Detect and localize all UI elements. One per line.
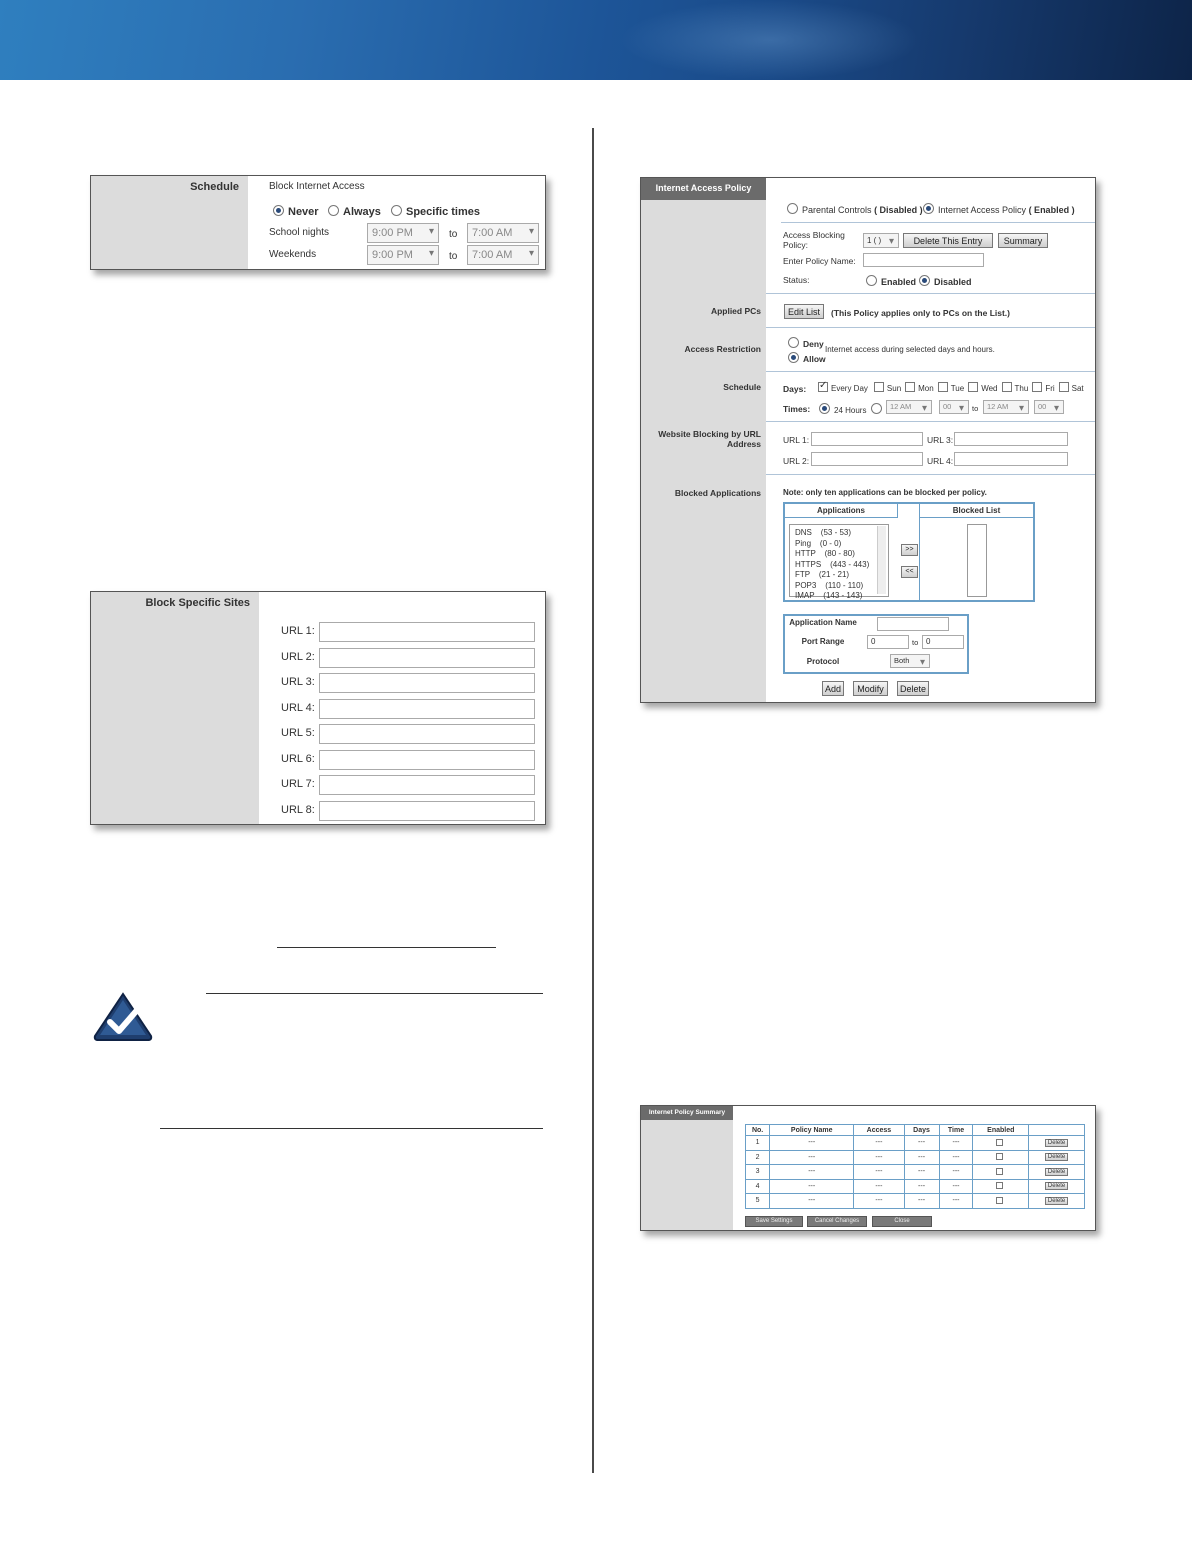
min-to-select[interactable]: 00 ▾ [1034,400,1064,414]
iap-screenshot [640,177,1096,703]
day-label: Wed [981,384,998,393]
block-sites-screenshot [90,591,546,825]
radio-never-label: Never [288,206,319,218]
day-option[interactable] [1032,384,1054,393]
row-delete-button[interactable]: Delete [1045,1182,1068,1190]
column-divider [592,128,594,1473]
delete-cell [1029,1136,1085,1151]
status-label: Status: [783,275,810,285]
summary-cell: --- [939,1136,973,1151]
summary-header: Internet Policy Summary [641,1106,733,1120]
summary-cell: --- [770,1136,854,1151]
summary-cell: --- [854,1194,904,1209]
day-option[interactable] [938,384,965,393]
summary-cell: --- [770,1165,854,1180]
summary-cell: --- [939,1194,973,1209]
day-checkbox[interactable] [874,382,884,392]
row-delete-button[interactable]: Delete [1045,1197,1068,1205]
summary-table [745,1124,1085,1209]
applied-note: (This Policy applies only to PCs on the List.) [831,308,1010,318]
iap-url4-label: URL 4: [927,456,954,466]
url-input[interactable] [319,648,535,668]
parental-disabled-tag: ( Disabled ) [874,205,923,215]
iap-divider [766,421,1096,422]
table-row [746,1179,1085,1194]
radio-always-dot[interactable] [328,205,339,216]
schedule-screenshot [90,175,546,270]
close-button[interactable]: Close [872,1216,932,1227]
table-row [746,1150,1085,1165]
summary-cell: --- [904,1136,939,1151]
applications-scrollbar[interactable] [877,526,886,594]
summary-cell: --- [904,1179,939,1194]
parental-controls-radio[interactable] [787,203,798,214]
day-label: Fri [1045,384,1055,393]
add-app-button[interactable]: >> [901,544,918,556]
time-to-select[interactable]: 12 AM ▾ [983,400,1029,414]
note-rule-upper [206,993,543,994]
edit-list-button[interactable]: Edit List [784,304,824,319]
status-disabled-label: Disabled [934,277,972,287]
summary-cell: --- [770,1179,854,1194]
note-rule-top [277,947,496,948]
status-enabled-label: Enabled [881,277,917,287]
day-label: Tue [950,384,965,393]
summary-cell: --- [939,1165,973,1180]
custom-time-option[interactable] [871,403,886,415]
delete-cell [1029,1179,1085,1194]
day-checkbox[interactable] [968,382,978,392]
day-option[interactable] [874,384,901,393]
summary-column-header: No. [746,1125,770,1136]
enabled-cell [973,1179,1029,1194]
enabled-cell [973,1165,1029,1180]
day-option[interactable] [818,384,868,393]
summary-cell: --- [904,1194,939,1209]
summary-column-header: Access [854,1125,904,1136]
iap-url4-input[interactable] [954,452,1068,466]
summary-column-header: Time [939,1125,973,1136]
enabled-checkbox[interactable] [996,1153,1003,1160]
block-sites-label: Block Specific Sites [145,597,250,609]
min-from-select[interactable]: 00 ▾ [939,400,969,414]
weekends-from-select[interactable]: 9:00 PM ▾ [367,245,439,265]
applications-listbox[interactable] [789,524,889,600]
port-to-input[interactable]: 0 [922,635,964,649]
day-option[interactable] [968,384,997,393]
enabled-checkbox[interactable] [996,1168,1003,1175]
summary-cell: --- [854,1179,904,1194]
url-label: URL 7: [281,778,315,790]
url-input[interactable] [319,750,535,770]
iap-divider [766,474,1096,475]
day-label: Every Day [831,384,868,393]
status-disabled-radio[interactable] [919,275,930,286]
iap-divider [766,293,1096,294]
summary-cell: --- [904,1165,939,1180]
delete-cell [1029,1150,1085,1165]
application-option[interactable]: HTTP (80 - 80) [795,549,855,558]
modify-button[interactable]: Modify [853,681,888,696]
table-row [746,1136,1085,1151]
weekends-to: to [449,251,458,262]
remove-app-button[interactable]: << [901,566,918,578]
apps-note: Note: only ten applications can be blocked per policy. [783,488,987,497]
url-label: URL 3: [281,676,315,688]
delete-cell [1029,1165,1085,1180]
block-internet-title: Block Internet Access [269,181,365,192]
day-checkbox[interactable] [905,382,915,392]
row-delete-button[interactable]: Delete [1045,1153,1068,1161]
weekends-to-select[interactable]: 7:00 AM ▾ [467,245,539,265]
url-label: URL 8: [281,803,315,816]
app-name-label: Application Name [789,618,857,627]
radio-specific-dot[interactable] [391,205,402,216]
day-label: Thu [1014,384,1029,393]
day-checkbox[interactable] [1002,382,1012,392]
table-row [746,1165,1085,1180]
deny-radio[interactable] [788,337,799,348]
application-option[interactable]: Ping (0 - 0) [795,538,842,548]
blocked-list-header: Blocked List [920,504,1033,518]
day-label: Sat [1071,384,1084,393]
url-input[interactable] [319,622,535,642]
summary-cell: 4 [746,1179,770,1194]
applications-table [783,502,1035,602]
status-disabled-option[interactable] [919,275,972,287]
delete-cell [1029,1194,1085,1209]
app-name-input[interactable] [877,617,949,631]
url-input[interactable] [319,699,535,719]
policy-select[interactable]: 1 ( ) ▾ [863,233,899,248]
enabled-checkbox[interactable] [996,1197,1003,1204]
day-option[interactable] [1002,384,1029,393]
summary-column-header [1029,1125,1085,1136]
parental-controls-option[interactable] [787,203,923,215]
hours24-label: 24 Hours [834,406,867,415]
url-input[interactable] [319,673,535,693]
day-checkbox[interactable] [818,382,828,392]
application-form [783,614,969,674]
parental-controls-label: Parental Controls [802,205,872,215]
protocol-label: Protocol [806,657,840,666]
days-label: Days: [783,384,807,394]
weekends-label: Weekends [269,249,317,260]
summary-cell: --- [770,1194,854,1209]
restriction-note: Internet access during selected days and hours. [825,345,995,354]
access-blocking-label: Access Blocking Policy: [783,230,845,250]
header-banner [0,0,1192,80]
checkmark-note-icon [93,992,153,1042]
summary-column-header: Enabled [973,1125,1029,1136]
application-option[interactable]: FTP (21 - 21) [795,570,850,579]
allow-option[interactable] [788,352,826,364]
application-option[interactable]: HTTPS (443 - 443) [795,559,870,569]
school-nights-to-select[interactable]: 7:00 AM ▾ [467,223,539,243]
hours24-radio[interactable] [819,403,830,414]
application-option[interactable]: POP3 (110 - 110) [795,580,864,590]
day-checkbox[interactable] [938,382,948,392]
custom-time-radio[interactable] [871,403,882,414]
url-input[interactable] [319,724,535,744]
times-label: Times: [783,404,811,414]
website-blocking-label: Website Blocking by URL Address [658,429,761,449]
enabled-cell [973,1194,1029,1209]
iap-header: Internet Access Policy [641,178,766,200]
radio-always[interactable] [328,205,381,218]
summary-cell: --- [854,1165,904,1180]
summary-cell: --- [939,1150,973,1165]
application-option[interactable]: DNS (53 - 53) [795,528,852,537]
radio-specific-label: Specific times [406,206,480,218]
day-label: Mon [918,384,934,393]
radio-never[interactable] [273,205,319,218]
iap-url1-label: URL 1: [783,435,810,445]
port-to-word: to [912,638,919,647]
summary-cell: 2 [746,1150,770,1165]
application-option[interactable]: IMAP (143 - 143) [795,591,863,600]
policy-name-input[interactable] [863,253,984,267]
save-settings-button[interactable]: Save Settings [745,1216,803,1227]
hours24-option[interactable] [819,403,866,415]
delete-button[interactable]: Delete [897,681,929,696]
summary-cell: --- [854,1136,904,1151]
url-label: URL 4: [281,701,315,714]
allow-label: Allow [803,354,826,364]
iap-option[interactable] [923,203,1075,215]
enabled-cell [973,1150,1029,1165]
row-delete-button[interactable]: Delete [1045,1139,1068,1147]
school-nights-from-select[interactable]: 9:00 PM ▾ [367,223,439,243]
summary-cell: --- [770,1150,854,1165]
url-label: URL 6: [281,752,315,765]
schedule-label: Schedule [190,181,239,193]
url-label: URL 2: [281,650,315,663]
summary-column-header: Policy Name [770,1125,854,1136]
url-input[interactable] [319,775,535,795]
allow-radio[interactable] [788,352,799,363]
iap-url3-label: URL 3: [927,435,954,445]
iap-divider [766,327,1096,328]
applications-header: Applications [785,504,898,518]
status-enabled-option[interactable] [866,275,916,287]
day-label: Sun [886,384,902,393]
iap-url2-input[interactable] [811,452,923,466]
radio-always-label: Always [343,206,381,218]
summary-screenshot [640,1105,1096,1231]
cancel-changes-button[interactable]: Cancel Changes [807,1216,867,1227]
radio-specific[interactable] [391,205,480,218]
school-nights-label: School nights [269,227,330,238]
iap-option-label: Internet Access Policy [938,205,1027,215]
deny-label: Deny [803,339,824,349]
day-checkbox[interactable] [1059,382,1069,392]
radio-never-dot[interactable] [273,205,284,216]
blocked-apps-label: Blocked Applications [674,488,761,498]
iap-divider [766,371,1096,372]
block-sites-sidebar [91,592,259,824]
url-label: URL 5: [281,727,315,739]
day-option[interactable] [905,384,934,393]
blocked-listbox[interactable] [967,524,987,597]
summary-cell: --- [904,1150,939,1165]
access-restriction-label: Access Restriction [684,344,761,354]
summary-button[interactable]: Summary [998,233,1048,248]
iap-url3-input[interactable] [954,432,1068,446]
iap-enabled-tag: ( Enabled ) [1028,205,1075,215]
deny-option[interactable] [788,337,824,349]
enabled-checkbox[interactable] [996,1139,1003,1146]
day-checkbox[interactable] [1032,382,1042,392]
iap-schedule-label: Schedule [723,382,761,392]
policy-name-label: Enter Policy Name: [783,256,856,266]
school-nights-to: to [449,229,458,240]
summary-cell: 5 [746,1194,770,1209]
url-input[interactable] [319,801,535,821]
add-button[interactable]: Add [822,681,844,696]
time-to-word: to [972,404,979,413]
days-checkboxes [818,382,1088,393]
row-delete-button[interactable]: Delete [1045,1168,1068,1176]
summary-column-header: Days [904,1125,939,1136]
enabled-checkbox[interactable] [996,1182,1003,1189]
status-enabled-radio[interactable] [866,275,877,286]
iap-url1-input[interactable] [811,432,923,446]
url-label: URL 1: [281,625,315,637]
banner-highlight [620,0,920,80]
summary-cell: 3 [746,1165,770,1180]
summary-cell: --- [939,1179,973,1194]
port-range-label: Port Range [801,637,845,646]
summary-cell: 1 [746,1136,770,1151]
enabled-cell [973,1136,1029,1151]
time-from-select[interactable]: 12 AM ▾ [886,400,932,414]
table-row [746,1194,1085,1209]
applied-pcs-label: Applied PCs [710,306,761,316]
protocol-select[interactable]: Both ▾ [890,654,930,668]
iap-radio[interactable] [923,203,934,214]
iap-url2-label: URL 2: [783,456,810,466]
note-rule-bottom [160,1128,543,1129]
port-from-input[interactable]: 0 [867,635,909,649]
day-option[interactable] [1059,384,1084,393]
summary-sidebar [641,1106,733,1230]
delete-entry-button[interactable]: Delete This Entry [903,233,993,248]
iap-divider [781,222,1096,223]
summary-cell: --- [854,1150,904,1165]
